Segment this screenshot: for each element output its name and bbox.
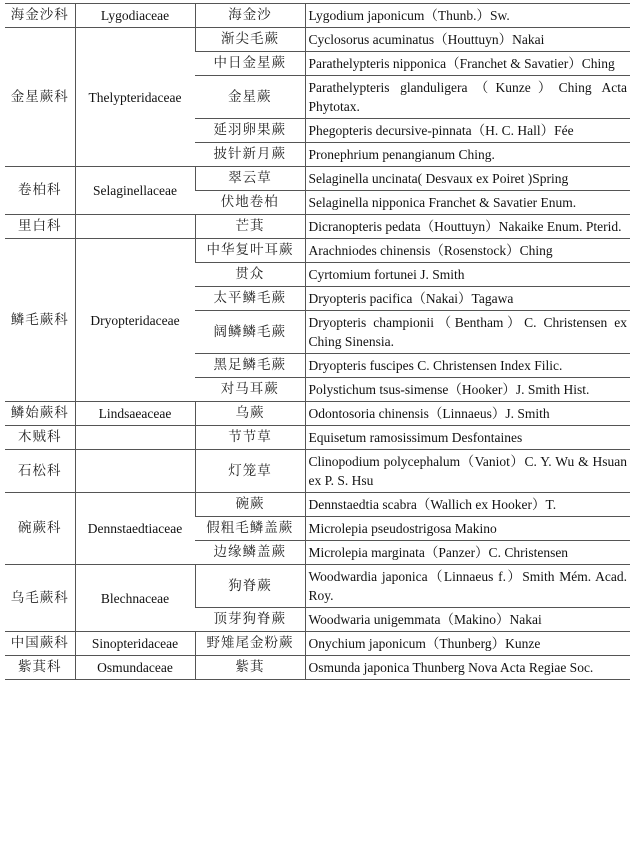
family-latin-name: Osmundaceae	[75, 656, 195, 680]
species-latin-name: Odontosoria chinensis（Linnaeus）J. Smith	[305, 402, 630, 426]
family-chinese-name: 石松科	[5, 450, 75, 493]
species-chinese-name: 阔鳞鳞毛蕨	[195, 311, 305, 354]
species-chinese-name: 顶芽狗脊蕨	[195, 608, 305, 632]
species-latin-name: Onychium japonicum（Thunberg）Kunze	[305, 632, 630, 656]
species-chinese-name: 狗脊蕨	[195, 565, 305, 608]
species-chinese-name: 海金沙	[195, 4, 305, 28]
family-latin-name: Dennstaedtiaceae	[75, 493, 195, 565]
species-latin-name: Selaginella uncinata( Desvaux ex Poiret )Spring	[305, 167, 630, 191]
species-latin-name: Polystichum tsus-simense（Hooker）J. Smith Hist.	[305, 378, 630, 402]
family-latin-name: Lindsaeaceae	[75, 402, 195, 426]
species-table-body	[5, 4, 630, 680]
family-chinese-name: 金星蕨科	[5, 28, 75, 167]
species-latin-name: Selaginella nipponica Franchet & Savatier Enum.	[305, 191, 630, 215]
species-latin-name: Dryopteris championii（Bentham）C. Christensen ex Ching Sinensia.	[305, 311, 630, 354]
species-chinese-name: 灯笼草	[195, 450, 305, 493]
species-chinese-name: 贯众	[195, 263, 305, 287]
species-chinese-name: 野雉尾金粉蕨	[195, 632, 305, 656]
species-chinese-name: 碗蕨	[195, 493, 305, 517]
table-row	[5, 28, 630, 52]
species-latin-name: Clinopodium polycephalum（Vaniot）C. Y. Wu & Hsuan ex P. S. Hsu	[305, 450, 630, 493]
species-chinese-name: 乌蕨	[195, 402, 305, 426]
family-chinese-name: 紫萁科	[5, 656, 75, 680]
table-row	[5, 239, 630, 263]
species-latin-name: Dennstaedtia scabra（Wallich ex Hooker）T.	[305, 493, 630, 517]
species-latin-name: Parathelypteris nipponica（Franchet & Savatier）Ching	[305, 52, 630, 76]
table-row	[5, 426, 630, 450]
species-chinese-name: 披针新月蕨	[195, 143, 305, 167]
species-latin-name: Phegopteris decursive-pinnata（H. C. Hall）Fée	[305, 119, 630, 143]
table-row	[5, 402, 630, 426]
family-latin-name: Lygodiaceae	[75, 4, 195, 28]
species-latin-name: Osmunda japonica Thunberg Nova Acta Regiae Soc.	[305, 656, 630, 680]
family-chinese-name: 中国蕨科	[5, 632, 75, 656]
species-latin-name: Dryopteris fuscipes C. Christensen Index Filic.	[305, 354, 630, 378]
species-chinese-name: 中华复叶耳蕨	[195, 239, 305, 263]
family-latin-name: Selaginellaceae	[75, 167, 195, 215]
species-latin-name: Arachniodes chinensis（Rosenstock）Ching	[305, 239, 630, 263]
family-chinese-name: 乌毛蕨科	[5, 565, 75, 632]
species-chinese-name: 对马耳蕨	[195, 378, 305, 402]
species-chinese-name: 边缘鳞盖蕨	[195, 541, 305, 565]
species-chinese-name: 太平鳞毛蕨	[195, 287, 305, 311]
family-latin-name	[75, 215, 195, 239]
table-row	[5, 167, 630, 191]
family-chinese-name: 海金沙科	[5, 4, 75, 28]
species-chinese-name: 延羽卵果蕨	[195, 119, 305, 143]
family-latin-name	[75, 426, 195, 450]
species-latin-name: Dryopteris pacifica（Nakai）Tagawa	[305, 287, 630, 311]
species-latin-name: Cyclosorus acuminatus（Houttuyn）Nakai	[305, 28, 630, 52]
table-row	[5, 565, 630, 608]
species-chinese-name: 紫萁	[195, 656, 305, 680]
species-latin-name: Equisetum ramosissimum Desfontaines	[305, 426, 630, 450]
family-chinese-name: 鳞毛蕨科	[5, 239, 75, 402]
table-row	[5, 215, 630, 239]
species-latin-name: Lygodium japonicum（Thunb.）Sw.	[305, 4, 630, 28]
species-latin-name: Woodwardia japonica（Linnaeus f.）Smith Mém. Acad. Roy.	[305, 565, 630, 608]
species-latin-name: Dicranopteris pedata（Houttuyn）Nakaike Enum. Pterid.	[305, 215, 630, 239]
table-row	[5, 4, 630, 28]
species-chinese-name: 芒萁	[195, 215, 305, 239]
species-latin-name: Parathelypteris glanduligera（Kunze）Ching Acta Phytotax.	[305, 76, 630, 119]
table-row	[5, 493, 630, 517]
family-latin-name: Thelypteridaceae	[75, 28, 195, 167]
family-chinese-name: 里白科	[5, 215, 75, 239]
species-chinese-name: 渐尖毛蕨	[195, 28, 305, 52]
family-latin-name: Dryopteridaceae	[75, 239, 195, 402]
species-latin-name: Microlepia pseudostrigosa Makino	[305, 517, 630, 541]
species-latin-name: Woodwaria unigemmata（Makino）Nakai	[305, 608, 630, 632]
table-row	[5, 656, 630, 680]
species-table	[5, 3, 630, 680]
family-latin-name	[75, 450, 195, 493]
species-chinese-name: 伏地卷柏	[195, 191, 305, 215]
species-chinese-name: 节节草	[195, 426, 305, 450]
species-chinese-name: 假粗毛鳞盖蕨	[195, 517, 305, 541]
family-chinese-name: 碗蕨科	[5, 493, 75, 565]
species-latin-name: Cyrtomium fortunei J. Smith	[305, 263, 630, 287]
table-row	[5, 632, 630, 656]
species-latin-name: Pronephrium penangianum Ching.	[305, 143, 630, 167]
family-latin-name: Blechnaceae	[75, 565, 195, 632]
species-latin-name: Microlepia marginata（Panzer）C. Christensen	[305, 541, 630, 565]
family-chinese-name: 鳞始蕨科	[5, 402, 75, 426]
species-chinese-name: 翠云草	[195, 167, 305, 191]
family-latin-name: Sinopteridaceae	[75, 632, 195, 656]
species-chinese-name: 黑足鳞毛蕨	[195, 354, 305, 378]
family-chinese-name: 卷柏科	[5, 167, 75, 215]
table-row	[5, 450, 630, 493]
family-chinese-name: 木贼科	[5, 426, 75, 450]
species-chinese-name: 中日金星蕨	[195, 52, 305, 76]
species-chinese-name: 金星蕨	[195, 76, 305, 119]
